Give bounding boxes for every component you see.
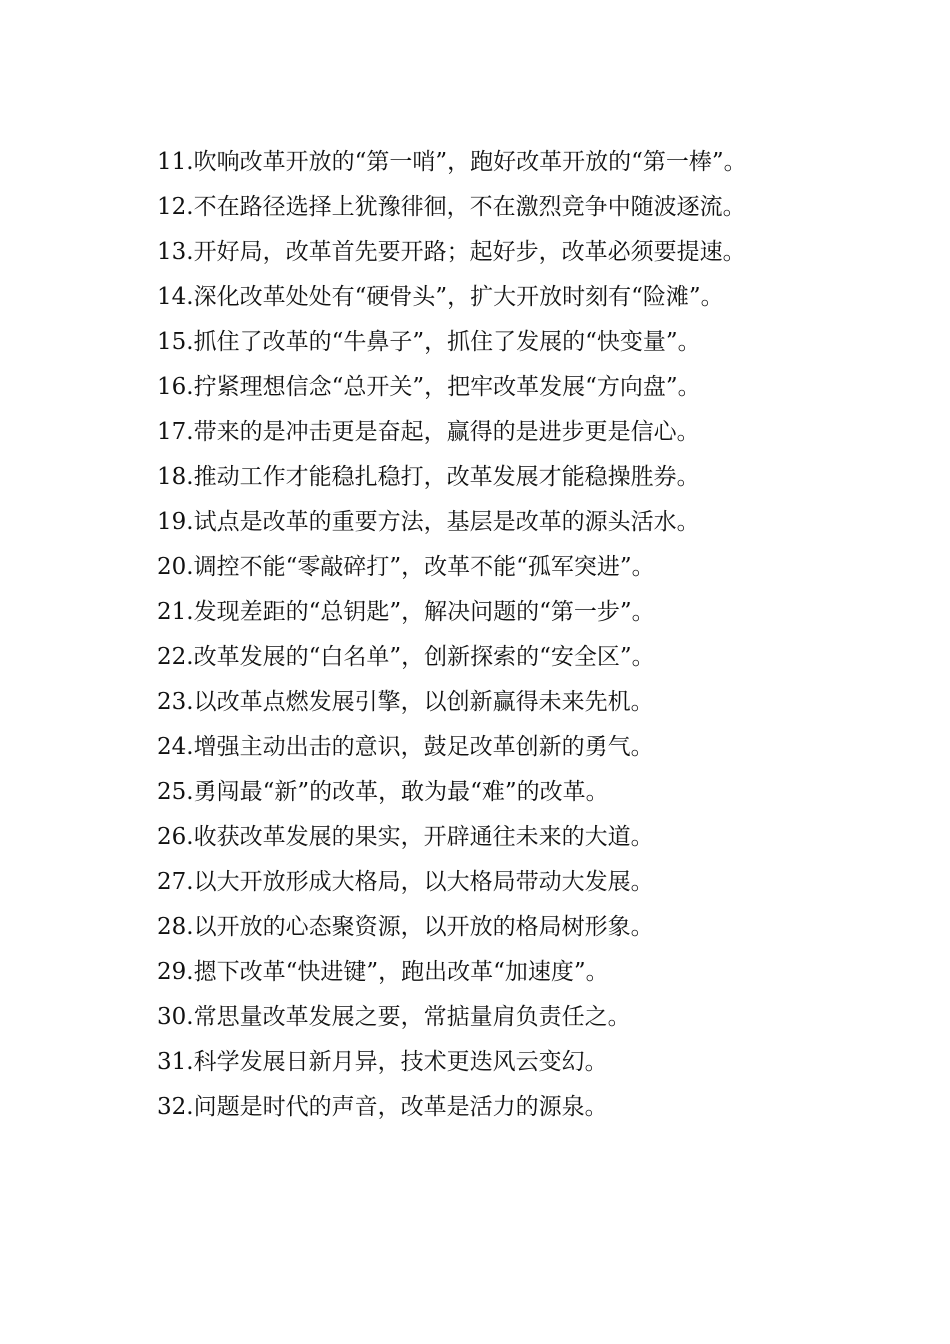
list-item (120, 365, 832, 410)
list-item (120, 545, 832, 590)
item-number: 16. (157, 374, 194, 400)
item-text: 调控不能“零敲碎打”，改革不能“孤军突进”。 (193, 554, 655, 580)
item-text: 摁下改革“快进键”，跑出改革“加速度”。 (193, 959, 609, 985)
list-item (120, 500, 832, 545)
item-number: 17. (157, 419, 194, 445)
list-item (120, 725, 832, 770)
item-number: 27. (157, 869, 194, 895)
list-item (120, 950, 832, 995)
list-item (120, 770, 832, 815)
item-number: 14. (157, 284, 194, 310)
item-text: 试点是改革的重要方法，基层是改革的源头活水。 (193, 509, 700, 535)
item-text: 问题是时代的声音，改革是活力的源泉。 (193, 1094, 608, 1120)
item-text: 带来的是冲击更是奋起，赢得的是进步更是信心。 (193, 419, 700, 445)
item-text: 开好局，改革首先要开路；起好步，改革必须要提速。 (193, 239, 746, 265)
list-item (120, 410, 832, 455)
list-item (120, 635, 832, 680)
item-text: 科学发展日新月异，技术更迭风云变幻。 (193, 1049, 608, 1075)
list-item (120, 455, 832, 500)
list-item (120, 995, 832, 1040)
item-number: 31. (157, 1049, 194, 1075)
item-number: 19. (157, 509, 194, 535)
item-number: 15. (157, 329, 194, 355)
list-item (120, 1085, 832, 1130)
item-text: 吹响改革开放的“第一哨”，跑好改革开放的“第一棒”。 (193, 149, 747, 175)
item-number: 21. (157, 599, 194, 625)
item-text: 深化改革处处有“硬骨头”，扩大开放时刻有“险滩”。 (193, 284, 724, 310)
list-item (120, 815, 832, 860)
item-number: 23. (157, 689, 194, 715)
list-item (120, 590, 832, 635)
slogan-list (120, 140, 832, 1130)
item-text: 常思量改革发展之要，常掂量肩负责任之。 (193, 1004, 631, 1030)
item-text: 增强主动出击的意识，鼓足改革创新的勇气。 (193, 734, 654, 760)
list-item (120, 185, 832, 230)
item-number: 13. (157, 239, 194, 265)
list-item (120, 230, 832, 275)
item-text: 抓住了改革的“牛鼻子”，抓住了发展的“快变量”。 (193, 329, 701, 355)
item-text: 不在路径选择上犹豫徘徊，不在激烈竞争中随波逐流。 (193, 194, 746, 220)
item-text: 勇闯最“新”的改革，敢为最“难”的改革。 (193, 779, 609, 805)
list-item (120, 1040, 832, 1085)
item-text: 以开放的心态聚资源，以开放的格局树形象。 (193, 914, 654, 940)
item-number: 29. (157, 959, 194, 985)
list-item (120, 275, 832, 320)
item-number: 25. (157, 779, 194, 805)
item-text: 推动工作才能稳扎稳打，改革发展才能稳操胜券。 (193, 464, 700, 490)
item-number: 11. (157, 149, 194, 175)
item-number: 28. (157, 914, 194, 940)
item-number: 20. (157, 554, 194, 580)
list-item (120, 140, 832, 185)
item-number: 32. (157, 1094, 194, 1120)
item-number: 30. (157, 1004, 194, 1030)
list-item (120, 860, 832, 905)
item-number: 26. (157, 824, 194, 850)
item-text: 以改革点燃发展引擎，以创新赢得未来先机。 (193, 689, 654, 715)
item-number: 18. (157, 464, 194, 490)
item-text: 收获改革发展的果实，开辟通往未来的大道。 (193, 824, 654, 850)
item-text: 发现差距的“总钥匙”，解决问题的“第一步”。 (193, 599, 655, 625)
list-item (120, 905, 832, 950)
item-text: 改革发展的“白名单”，创新探索的“安全区”。 (193, 644, 655, 670)
item-number: 24. (157, 734, 194, 760)
item-number: 12. (157, 194, 194, 220)
list-item (120, 680, 832, 725)
item-text: 以大开放形成大格局，以大格局带动大发展。 (193, 869, 654, 895)
item-number: 22. (157, 644, 194, 670)
list-item (120, 320, 832, 365)
item-text: 拧紧理想信念“总开关”，把牢改革发展“方向盘”。 (193, 374, 701, 400)
